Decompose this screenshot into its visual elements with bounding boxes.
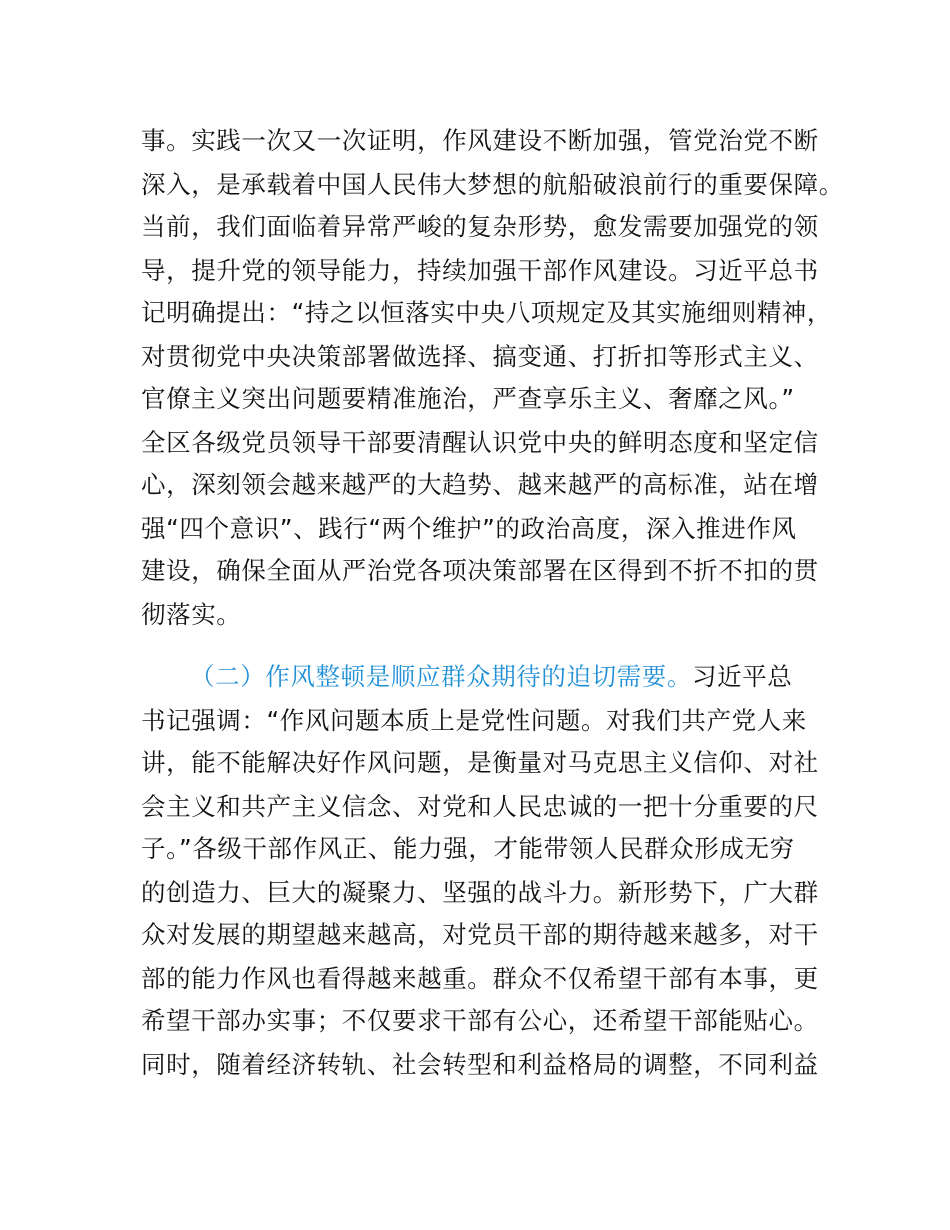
paragraph-2-first-line-text: 习近平总	[692, 662, 793, 691]
paragraph-1-line-12: 彻落实。	[141, 600, 242, 629]
paragraph-1-line-3: 当前，我们面临着异常严峻的复杂形势，愈发需要加强党的领	[141, 212, 819, 241]
paragraph-2-line-10: 同时，随着经济转轨、社会转型和利益格局的调整，不同利益	[141, 1050, 819, 1079]
section-heading: （二）作风整顿是顺应群众期待的迫切需要。	[190, 662, 692, 691]
paragraph-2-line-5: 子。”各级干部作风正、能力强，才能带领人民群众形成无穷	[141, 834, 795, 863]
paragraph-1-line-11: 建设，确保全面从严治党各项决策部署在区得到不折不扣的贯	[141, 556, 819, 585]
paragraph-2-line-8: 部的能力作风也看得越来越重。群众不仅希望干部有本事，更	[141, 964, 819, 993]
paragraph-1-line-5: 记明确提出：“持之以恒落实中央八项规定及其实施细则精神，	[141, 298, 832, 327]
paragraph-2-first-line	[190, 662, 792, 692]
paragraph-2-line-4: 会主义和共产主义信念、对党和人民忠诚的一把十分重要的尺	[141, 792, 819, 821]
paragraph-1-line-10: 强“四个意识”、践行“两个维护”的政治高度，深入推进作风	[141, 514, 797, 543]
paragraph-1-line-8: 全区各级党员领导干部要清醒认识党中央的鲜明态度和坚定信	[141, 428, 819, 457]
paragraph-1-line-4: 导，提升党的领导能力，持续加强干部作风建设。习近平总书	[141, 256, 819, 285]
paragraph-1-line-9: 心，深刻领会越来越严的大趋势、越来越严的高标准，站在增	[141, 470, 819, 499]
paragraph-2-line-3: 讲，能不能解决好作风问题，是衡量对马克思主义信仰、对社	[141, 748, 819, 777]
paragraph-2-line-7: 众对发展的期望越来越高，对党员干部的期待越来越多，对干	[141, 920, 819, 949]
paragraph-2-line-2: 书记强调：“作风问题本质上是党性问题。对我们共产党人来	[141, 706, 807, 735]
paragraph-1-line-1: 事。实践一次又一次证明，作风建设不断加强，管党治党不断	[141, 126, 819, 155]
paragraph-1-line-6: 对贯彻党中央决策部署做选择、搞变通、打折扣等形式主义、	[141, 342, 819, 371]
paragraph-1-line-2: 深入，是承载着中国人民伟大梦想的航船破浪前行的重要保障。	[141, 170, 844, 199]
paragraph-2-line-6: 的创造力、巨大的凝聚力、坚强的战斗力。新形势下，广大群	[141, 878, 819, 907]
paragraph-1-line-7: 官僚主义突出问题要精准施治，严查享乐主义、奢靡之风。”	[141, 384, 795, 413]
paragraph-2-line-9: 希望干部办实事；不仅要求干部有公心，还希望干部能贴心。	[141, 1006, 819, 1035]
